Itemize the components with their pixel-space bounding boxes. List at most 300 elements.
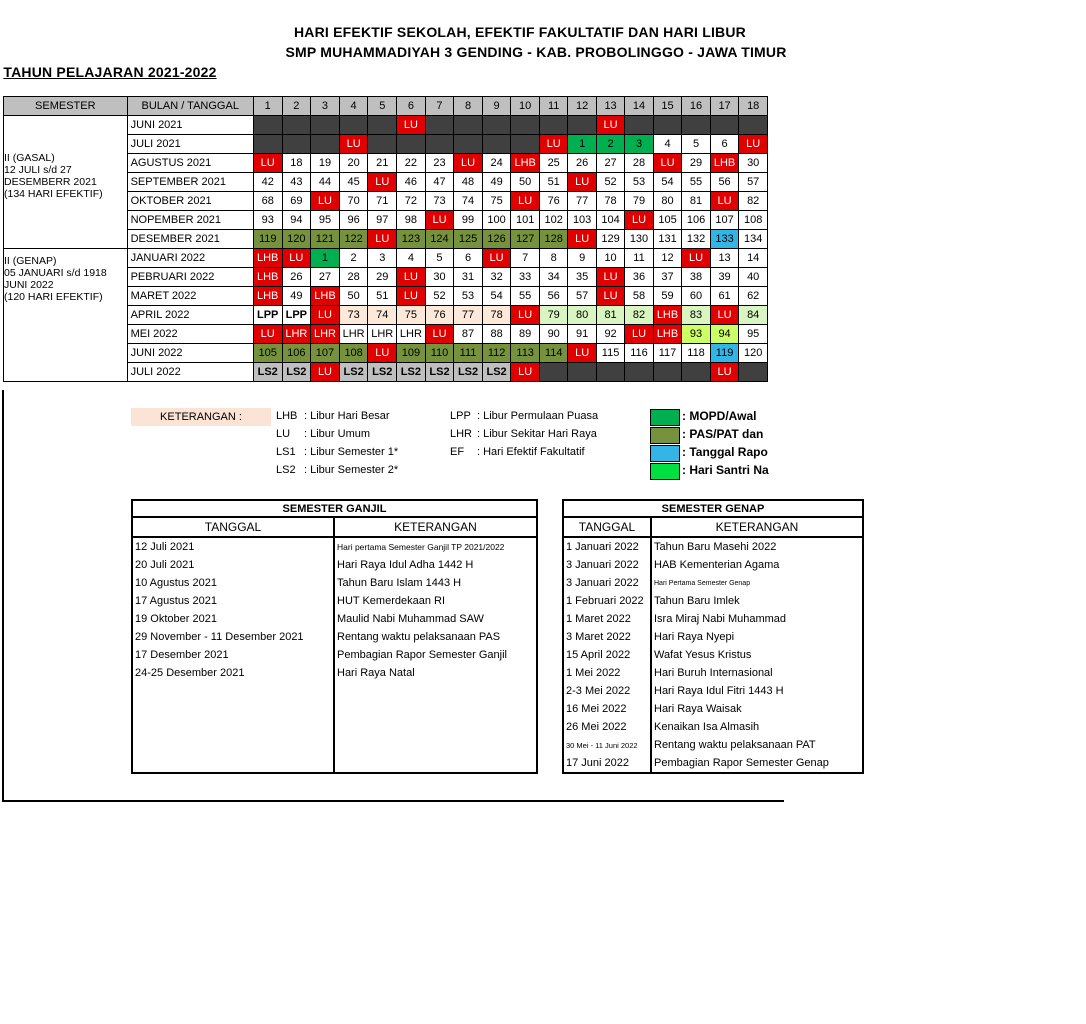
day-cell: 4 <box>653 135 682 154</box>
day-cell: 100 <box>482 211 511 230</box>
day-cell <box>625 116 653 135</box>
legend-swatch <box>650 463 680 480</box>
event-date: 2-3 Mei 2022 <box>563 682 651 700</box>
calendar-row <box>4 116 768 135</box>
col-header-day: 8 <box>454 97 483 116</box>
month-label: NOPEMBER 2021 <box>127 211 253 230</box>
event-note: Rentang waktu pelaksanaan PAT <box>651 736 863 754</box>
event-row <box>132 537 537 556</box>
day-cell: LU <box>282 249 311 268</box>
day-cell: 30 <box>425 268 454 287</box>
month-label: MEI 2022 <box>127 325 253 344</box>
day-cell <box>311 116 340 135</box>
day-cell: LS2 <box>253 363 282 382</box>
month-label: JULI 2021 <box>127 135 253 154</box>
day-cell: 46 <box>397 173 426 192</box>
day-cell: 78 <box>482 306 511 325</box>
event-date: 17 Agustus 2021 <box>132 592 334 610</box>
day-cell: 5 <box>425 249 454 268</box>
event-date: 12 Juli 2021 <box>132 537 334 556</box>
day-cell: 81 <box>596 306 624 325</box>
legend-code: LU <box>276 428 291 440</box>
day-cell: 78 <box>596 192 624 211</box>
day-cell: 27 <box>311 268 340 287</box>
day-cell <box>339 116 368 135</box>
legend-code: LPP <box>450 410 471 422</box>
event-note: Wafat Yesus Kristus <box>651 646 863 664</box>
day-cell: 37 <box>653 268 682 287</box>
col-header-day: 5 <box>368 97 397 116</box>
day-cell: LU <box>311 192 340 211</box>
day-cell: LU <box>710 192 739 211</box>
event-row <box>563 754 863 773</box>
day-cell: 28 <box>339 268 368 287</box>
day-cell: 98 <box>397 211 426 230</box>
legend-text: : Hari Efektif Fakultatif <box>477 446 585 458</box>
day-cell: 11 <box>625 249 653 268</box>
day-cell: 47 <box>425 173 454 192</box>
day-cell: 48 <box>454 173 483 192</box>
day-cell <box>653 363 682 382</box>
month-label: AGUSTUS 2021 <box>127 154 253 173</box>
day-cell: 80 <box>568 306 596 325</box>
day-cell: LU <box>339 135 368 154</box>
day-cell: LPP <box>282 306 311 325</box>
day-cell: 20 <box>339 154 368 173</box>
event-row <box>563 736 863 754</box>
month-label: OKTOBER 2021 <box>127 192 253 211</box>
day-cell <box>568 116 596 135</box>
calendar-table <box>3 96 768 382</box>
semester-label-genap <box>4 249 128 382</box>
day-cell: 130 <box>625 230 653 249</box>
day-cell: 122 <box>339 230 368 249</box>
day-cell: 28 <box>625 154 653 173</box>
event-note: HUT Kemerdekaan RI <box>334 592 537 610</box>
day-cell: LU <box>710 306 739 325</box>
day-cell: 18 <box>282 154 311 173</box>
day-cell: 73 <box>339 306 368 325</box>
event-row <box>563 610 863 628</box>
day-cell: 126 <box>482 230 511 249</box>
event-date <box>132 682 334 700</box>
day-cell: 97 <box>368 211 397 230</box>
day-cell: 68 <box>253 192 282 211</box>
day-cell: LU <box>311 363 340 382</box>
event-date: 20 Juli 2021 <box>132 556 334 574</box>
event-row <box>132 574 537 592</box>
day-cell: 104 <box>596 211 624 230</box>
day-cell: LU <box>397 116 426 135</box>
day-cell: 96 <box>339 211 368 230</box>
col-header-day: 7 <box>425 97 454 116</box>
day-cell: 115 <box>596 344 624 363</box>
day-cell: 111 <box>454 344 483 363</box>
event-row <box>132 682 537 700</box>
legend-title: KETERANGAN : <box>131 408 271 426</box>
event-date: 19 Oktober 2021 <box>132 610 334 628</box>
event-date: 3 Januari 2022 <box>563 574 651 592</box>
col-header-day: 9 <box>482 97 511 116</box>
col-header-day: 4 <box>339 97 368 116</box>
legend-code: LS1 <box>276 446 296 458</box>
day-cell: 114 <box>539 344 567 363</box>
day-cell: 70 <box>339 192 368 211</box>
day-cell: 79 <box>539 306 567 325</box>
day-cell: 120 <box>739 344 768 363</box>
day-cell: 8 <box>539 249 567 268</box>
event-note: Tahun Baru Masehi 2022 <box>651 537 863 556</box>
day-cell: LU <box>454 154 483 173</box>
day-cell: LU <box>596 116 624 135</box>
event-row <box>563 664 863 682</box>
day-cell: 52 <box>425 287 454 306</box>
day-cell: 40 <box>739 268 768 287</box>
day-cell: LU <box>311 306 340 325</box>
event-note: Hari Raya Idul Fitri 1443 H <box>651 682 863 700</box>
event-note: Hari Raya Idul Adha 1442 H <box>334 556 537 574</box>
day-cell: LS2 <box>282 363 311 382</box>
day-cell: 12 <box>653 249 682 268</box>
event-note <box>334 700 537 718</box>
col-header-day: 16 <box>682 97 710 116</box>
day-cell: 108 <box>339 344 368 363</box>
event-date: 24-25 Desember 2021 <box>132 664 334 682</box>
day-cell: 56 <box>539 287 567 306</box>
day-cell: 58 <box>625 287 653 306</box>
event-date <box>132 718 334 736</box>
day-cell: 75 <box>397 306 426 325</box>
day-cell: 74 <box>454 192 483 211</box>
day-cell: 90 <box>539 325 567 344</box>
day-cell <box>454 135 483 154</box>
day-cell: 31 <box>454 268 483 287</box>
day-cell: 19 <box>311 154 340 173</box>
day-cell: LU <box>482 249 511 268</box>
day-cell: 120 <box>282 230 311 249</box>
day-cell: 99 <box>454 211 483 230</box>
event-row <box>563 700 863 718</box>
day-cell <box>482 135 511 154</box>
day-cell: 42 <box>253 173 282 192</box>
day-cell: 117 <box>653 344 682 363</box>
title-line-3: TAHUN PELAJARAN 2021-2022 <box>3 64 217 80</box>
title-line-2: SMP MUHAMMADIYAH 3 GENDING - KAB. PROBOLINGGO - JAWA TIMUR <box>285 44 787 60</box>
col-header-note: KETERANGAN <box>651 517 863 537</box>
month-label: MARET 2022 <box>127 287 253 306</box>
event-date: 3 Januari 2022 <box>563 556 651 574</box>
legend-text: : Libur Sekitar Hari Raya <box>477 428 597 440</box>
day-cell: LU <box>425 325 454 344</box>
event-row <box>132 628 537 646</box>
day-cell <box>625 363 653 382</box>
day-cell: 54 <box>482 287 511 306</box>
day-cell: 62 <box>739 287 768 306</box>
day-cell: 76 <box>425 306 454 325</box>
day-cell: 82 <box>739 192 768 211</box>
day-cell: LU <box>568 344 596 363</box>
event-note: Hari Raya Nyepi <box>651 628 863 646</box>
legend-text: : Libur Semester 1* <box>304 446 399 458</box>
event-row <box>132 646 537 664</box>
day-cell: 93 <box>682 325 710 344</box>
col-header-day: 15 <box>653 97 682 116</box>
month-label: SEPTEMBER 2021 <box>127 173 253 192</box>
event-row <box>132 556 537 574</box>
event-row <box>132 664 537 682</box>
day-cell: LU <box>682 249 710 268</box>
event-date: 29 November - 11 Desember 2021 <box>132 628 334 646</box>
event-date: 17 Desember 2021 <box>132 646 334 664</box>
day-cell: 127 <box>511 230 540 249</box>
col-header-day: 10 <box>511 97 540 116</box>
day-cell: LS2 <box>482 363 511 382</box>
day-cell: 71 <box>368 192 397 211</box>
col-header-date: TANGGAL <box>132 517 334 537</box>
day-cell: 132 <box>682 230 710 249</box>
day-cell: LU <box>596 268 624 287</box>
event-row <box>132 610 537 628</box>
day-cell <box>311 135 340 154</box>
day-cell: 102 <box>539 211 567 230</box>
legend-swatch-label: : Hari Santri Na <box>682 463 769 477</box>
month-label: DESEMBER 2021 <box>127 230 253 249</box>
day-cell: 29 <box>368 268 397 287</box>
event-row <box>132 754 537 773</box>
legend-swatch <box>650 427 680 444</box>
legend-text: : Libur Semester 2* <box>304 464 399 476</box>
col-header-note: KETERANGAN <box>334 517 537 537</box>
col-header-semester: SEMESTER <box>4 97 128 116</box>
day-cell: 7 <box>511 249 540 268</box>
event-row <box>132 718 537 736</box>
day-cell: 54 <box>653 173 682 192</box>
day-cell: 106 <box>282 344 311 363</box>
month-label: JUNI 2022 <box>127 344 253 363</box>
day-cell: 92 <box>596 325 624 344</box>
legend-code: LHB <box>276 410 298 422</box>
day-cell <box>253 135 282 154</box>
day-cell: LPP <box>253 306 282 325</box>
day-cell: 133 <box>710 230 739 249</box>
day-cell: 36 <box>625 268 653 287</box>
day-cell: 10 <box>596 249 624 268</box>
genap-header-row <box>563 517 863 537</box>
day-cell: LU <box>568 173 596 192</box>
day-cell: 39 <box>710 268 739 287</box>
day-cell: 110 <box>425 344 454 363</box>
day-cell: 107 <box>710 211 739 230</box>
day-cell: 5 <box>682 135 710 154</box>
day-cell: 49 <box>482 173 511 192</box>
day-cell: 3 <box>625 135 653 154</box>
day-cell: 101 <box>511 211 540 230</box>
day-cell: LU <box>511 192 540 211</box>
day-cell: 51 <box>368 287 397 306</box>
legend-text: : Libur Permulaan Puasa <box>477 410 599 422</box>
calendar-row <box>4 249 768 268</box>
event-date: 30 Mei - 11 Juni 2022 <box>563 736 651 754</box>
day-cell <box>368 135 397 154</box>
col-header-day: 1 <box>253 97 282 116</box>
genap-title-row <box>563 500 863 517</box>
day-cell: 129 <box>596 230 624 249</box>
day-cell: 75 <box>482 192 511 211</box>
ganjil-title-row <box>132 500 537 517</box>
day-cell: 118 <box>682 344 710 363</box>
legend-text: : Libur Umum <box>304 428 371 440</box>
day-cell: 9 <box>568 249 596 268</box>
day-cell: 43 <box>282 173 311 192</box>
month-label: PEBRUARI 2022 <box>127 268 253 287</box>
day-cell: 107 <box>311 344 340 363</box>
day-cell: LU <box>368 344 397 363</box>
day-cell: LU <box>425 211 454 230</box>
event-note: HAB Kementerian Agama <box>651 556 863 574</box>
day-cell: 131 <box>653 230 682 249</box>
event-note: Hari Pertama Semester Genap <box>651 574 863 592</box>
day-cell: 93 <box>253 211 282 230</box>
month-label: JUNI 2021 <box>127 116 253 135</box>
title-line-1: HARI EFEKTIF SEKOLAH, EFEKTIF FAKULTATIF DAN HARI LIBUR <box>294 24 746 40</box>
event-row <box>132 700 537 718</box>
day-cell: 6 <box>710 135 739 154</box>
day-cell: 113 <box>511 344 540 363</box>
day-cell: 49 <box>282 287 311 306</box>
day-cell: 14 <box>739 249 768 268</box>
col-header-date: TANGGAL <box>563 517 651 537</box>
day-cell: LU <box>710 363 739 382</box>
day-cell: 59 <box>653 287 682 306</box>
day-cell: 33 <box>511 268 540 287</box>
event-note: Maulid Nabi Muhammad SAW <box>334 610 537 628</box>
genap-title: SEMESTER GENAP <box>563 500 863 517</box>
day-cell: LU <box>397 268 426 287</box>
day-cell: 4 <box>397 249 426 268</box>
event-date: 10 Agustus 2021 <box>132 574 334 592</box>
event-row <box>563 682 863 700</box>
legend-text: : Libur Hari Besar <box>304 410 390 422</box>
day-cell: LHR <box>339 325 368 344</box>
day-cell: LHB <box>253 287 282 306</box>
event-date: 17 Juni 2022 <box>563 754 651 773</box>
day-cell: 53 <box>454 287 483 306</box>
day-cell: LU <box>653 154 682 173</box>
day-cell <box>282 135 311 154</box>
event-note: Kenaikan Isa Almasih <box>651 718 863 736</box>
col-header-day: 18 <box>739 97 768 116</box>
event-note: Tahun Baru Imlek <box>651 592 863 610</box>
col-header-day: 11 <box>539 97 567 116</box>
day-cell: 103 <box>568 211 596 230</box>
day-cell: 77 <box>454 306 483 325</box>
col-header-month: BULAN / TANGGAL <box>127 97 253 116</box>
day-cell: 29 <box>682 154 710 173</box>
legend-swatch-label: : Tanggal Rapo <box>682 445 768 459</box>
day-cell: 95 <box>311 211 340 230</box>
day-cell: LHB <box>653 325 682 344</box>
event-date <box>132 736 334 754</box>
day-cell: LS2 <box>339 363 368 382</box>
semester-label-text: II (GENAP) 05 JANUARI s/d 1918 JUNI 2022 (120 HARI EFEKTIF) <box>4 255 107 303</box>
day-cell: LU <box>511 306 540 325</box>
day-cell: 125 <box>454 230 483 249</box>
day-cell: 74 <box>368 306 397 325</box>
day-cell: LHR <box>311 325 340 344</box>
day-cell: LS2 <box>454 363 483 382</box>
col-header-day: 17 <box>710 97 739 116</box>
event-row <box>132 736 537 754</box>
day-cell: 108 <box>739 211 768 230</box>
day-cell <box>710 116 739 135</box>
legend-code: EF <box>450 446 465 458</box>
day-cell: LHB <box>710 154 739 173</box>
event-note: Pembagian Rapor Semester Ganjil <box>334 646 537 664</box>
col-header-day: 14 <box>625 97 653 116</box>
day-cell: 128 <box>539 230 567 249</box>
col-header-day: 12 <box>568 97 596 116</box>
event-row <box>563 537 863 556</box>
day-cell: 60 <box>682 287 710 306</box>
day-cell <box>511 116 540 135</box>
day-cell: 89 <box>511 325 540 344</box>
day-cell: 26 <box>282 268 311 287</box>
day-cell <box>682 116 710 135</box>
col-header-day: 2 <box>282 97 311 116</box>
day-cell: 80 <box>653 192 682 211</box>
day-cell: 119 <box>253 230 282 249</box>
day-cell: 51 <box>539 173 567 192</box>
day-cell: LU <box>568 230 596 249</box>
event-date: 1 Februari 2022 <box>563 592 651 610</box>
day-cell: 55 <box>511 287 540 306</box>
event-note: Hari Buruh Internasional <box>651 664 863 682</box>
legend-swatch-label: : PAS/PAT dan <box>682 427 764 441</box>
day-cell: 119 <box>710 344 739 363</box>
event-date: 1 Januari 2022 <box>563 537 651 556</box>
day-cell <box>539 116 567 135</box>
day-cell: 87 <box>454 325 483 344</box>
day-cell: LU <box>539 135 567 154</box>
day-cell: 88 <box>482 325 511 344</box>
day-cell: LU <box>253 325 282 344</box>
day-cell: 61 <box>710 287 739 306</box>
day-cell: 95 <box>739 325 768 344</box>
day-cell: 123 <box>397 230 426 249</box>
ganjil-title: SEMESTER GANJIL <box>132 500 537 517</box>
day-cell: 34 <box>539 268 567 287</box>
day-cell: LU <box>368 173 397 192</box>
day-cell: 25 <box>539 154 567 173</box>
event-date <box>132 754 334 773</box>
day-cell: 50 <box>511 173 540 192</box>
event-note <box>334 682 537 700</box>
day-cell <box>482 116 511 135</box>
day-cell: 52 <box>596 173 624 192</box>
event-date: 1 Mei 2022 <box>563 664 651 682</box>
day-cell: 24 <box>482 154 511 173</box>
day-cell: 79 <box>625 192 653 211</box>
day-cell: 13 <box>710 249 739 268</box>
day-cell: 30 <box>739 154 768 173</box>
day-cell: 27 <box>596 154 624 173</box>
legend-code: LHR <box>450 428 473 440</box>
day-cell: LU <box>253 154 282 173</box>
event-date: 3 Maret 2022 <box>563 628 651 646</box>
day-cell: LHB <box>511 154 540 173</box>
day-cell: 94 <box>710 325 739 344</box>
day-cell: 82 <box>625 306 653 325</box>
